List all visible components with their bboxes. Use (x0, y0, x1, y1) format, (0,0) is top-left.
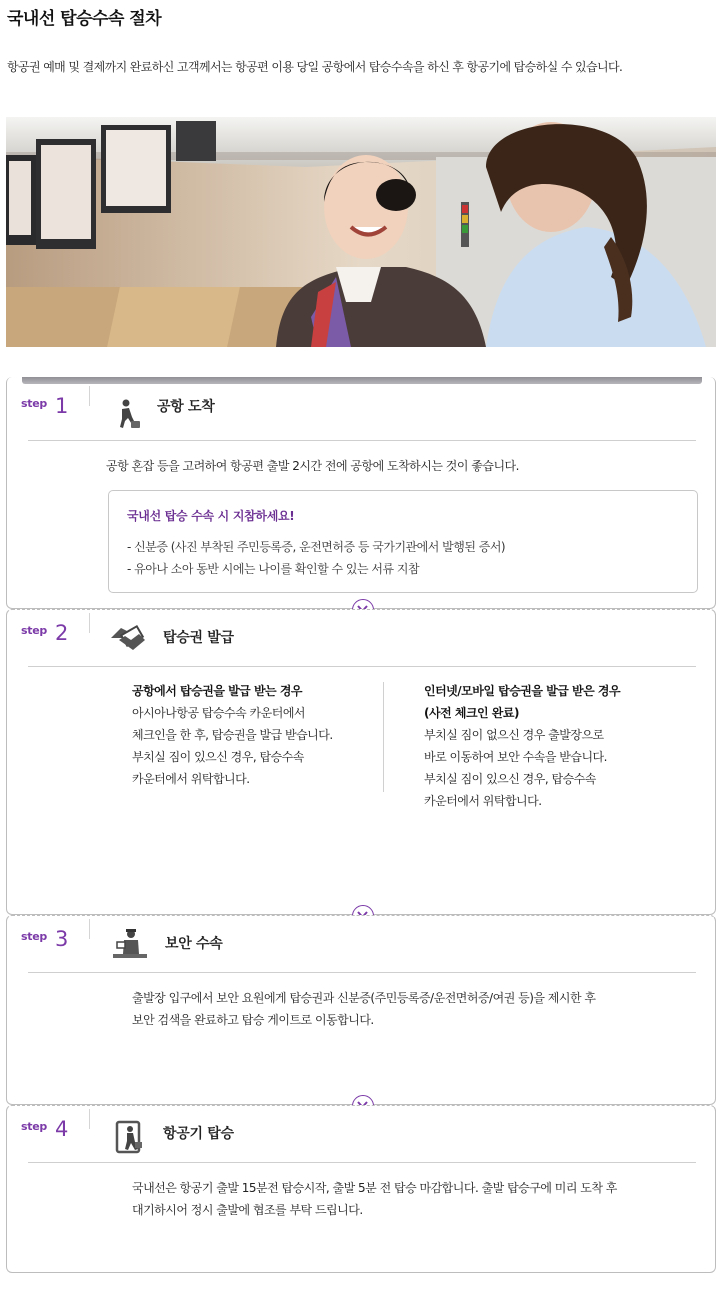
step-4-line-2: 대기하시어 정시 출발에 협조를 부탁 드립니다. (132, 1203, 363, 1217)
step-1-text: 공항 혼잡 등을 고려하여 항공편 출발 2시간 전에 공항에 도착하시는 것이 좋습니다. (106, 459, 519, 473)
notice-line-1: - 신분증 (사진 부착된 주민등록증, 운전면허증 등 국가기관에서 발행된 증서) (127, 540, 506, 554)
step-2-divider (89, 613, 90, 633)
step-2-rule (28, 666, 696, 667)
right-col-heading-1: 인터넷/모바일 탑승권을 발급 받은 경우 (424, 684, 621, 698)
page-title: 국내선 탑승수속 절차 (7, 9, 162, 29)
step-3-label: step (21, 930, 47, 943)
step-1-rule (28, 440, 696, 441)
step-2-label: step (21, 624, 47, 637)
step-1-number: 1 (55, 394, 69, 418)
step-3-line-2: 보안 검색을 완료하고 탑승 게이트로 이동합니다. (132, 1013, 374, 1027)
step-2-right-column (424, 680, 620, 812)
step-2-title: 탑승권 발급 (163, 630, 234, 646)
right-col-line-3: 부치실 짐이 있으신 경우, 탑승수속 (424, 772, 596, 786)
left-col-heading: 공항에서 탑승권을 발급 받는 경우 (132, 684, 303, 698)
step-4-divider (89, 1109, 90, 1129)
left-col-line-2: 체크인을 한 후, 탑승권을 발급 받습니다. (132, 728, 333, 742)
left-col-line-1: 아시아나항공 탑승수속 카운터에서 (132, 706, 306, 720)
notice-line-2: - 유아나 소아 동반 시에는 나이를 확인할 수 있는 서류 지참 (127, 562, 420, 576)
step-3-box (6, 915, 716, 1105)
step-2-box (6, 609, 716, 915)
column-divider (383, 682, 384, 792)
step-3-text (132, 987, 595, 1031)
step-3-line-1: 출발장 입구에서 보안 요원에게 탑승권과 신분증(주민등록증/운전면허증/여권 등)을 제시한 후 (132, 991, 596, 1005)
step-1-label: step (21, 397, 47, 410)
step-1-title: 공항 도착 (157, 399, 215, 415)
step-4-number: 4 (55, 1117, 69, 1141)
walking-traveler-icon (111, 397, 145, 431)
step-2-number: 2 (55, 621, 69, 645)
hero-photo (6, 117, 716, 347)
step-4-title: 항공기 탑승 (163, 1126, 234, 1142)
step-4-box (6, 1105, 716, 1273)
right-col-line-4: 카운터에서 위탁합니다. (424, 794, 542, 808)
step-1-box (6, 377, 716, 609)
notice-title: 국내선 탑승 수속 시 지참하세요! (127, 509, 295, 523)
step-3-divider (89, 919, 90, 939)
step-3-number: 3 (55, 927, 69, 951)
intro-text: 항공권 예매 및 결제까지 완료하신 고객께서는 항공편 이용 당일 공항에서 탑승수속을 하신 후 항공기에 탑승하실 수 있습니다. (7, 60, 623, 74)
step-2-left-column (132, 680, 333, 790)
boarding-gate-icon (113, 1120, 147, 1154)
step-3-title: 보안 수속 (165, 936, 223, 952)
step-4-rule (28, 1162, 696, 1163)
step-3-rule (28, 972, 696, 973)
right-col-heading-2: (사전 체크인 완료) (424, 706, 519, 720)
right-col-line-1: 부치실 짐이 없으신 경우 출발장으로 (424, 728, 604, 742)
left-col-line-3: 부치실 짐이 있으신 경우, 탑승수속 (132, 750, 304, 764)
step-1-divider (89, 386, 90, 406)
step-4-line-1: 국내선은 항공기 출발 15분전 탑승시작, 출발 5분 전 탑승 마감합니다. 출발 탑승구에 미리 도착 후 (132, 1181, 617, 1195)
ticket-hand-icon (109, 620, 143, 654)
security-officer-icon (111, 928, 145, 962)
left-col-line-4: 카운터에서 위탁합니다. (132, 772, 250, 786)
right-col-line-2: 바로 이동하여 보안 수속을 받습니다. (424, 750, 607, 764)
step-1-notice (108, 490, 698, 593)
step-1-topbar (22, 377, 702, 384)
step-4-text (132, 1177, 617, 1221)
step-4-label: step (21, 1120, 47, 1133)
